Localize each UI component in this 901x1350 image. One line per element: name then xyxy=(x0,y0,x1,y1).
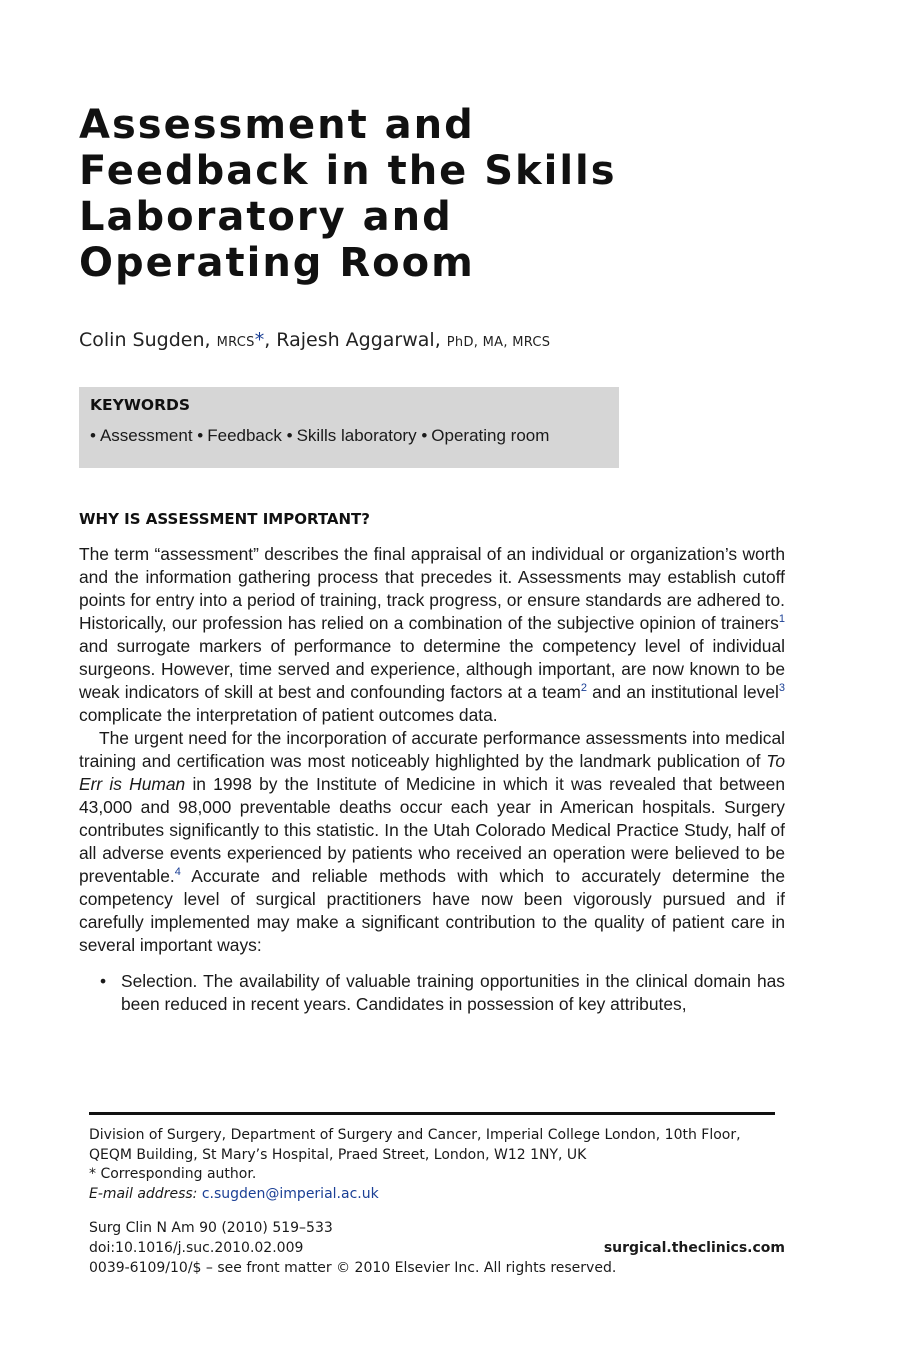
email-line xyxy=(89,1185,779,1205)
text-run: and an institutional level xyxy=(586,682,779,702)
bullet-icon: • xyxy=(286,426,293,445)
title-line: Feedback in the Skills xyxy=(79,148,617,194)
reference-link[interactable]: 2 xyxy=(580,682,587,694)
journal-citation: Surg Clin N Am 90 (2010) 519–533 xyxy=(89,1220,333,1236)
keyword: Feedback xyxy=(207,426,282,445)
corresponding-author-mark[interactable]: * xyxy=(254,329,265,351)
title-line: Operating Room xyxy=(79,240,475,286)
keyword: Skills laboratory xyxy=(296,426,417,445)
title-line: Assessment and xyxy=(79,102,475,148)
author-list xyxy=(79,329,550,351)
reference-link[interactable]: 1 xyxy=(778,613,785,625)
affiliation: Division of Surgery, Department of Surgery and Cancer, Imperial College London, 10th Floor, QEQM Building, St Mary’s Hospital, Praed Street, London, W12 1NY, UK xyxy=(89,1127,741,1163)
email-link[interactable]: c.sugden@imperial.ac.uk xyxy=(201,1185,379,1202)
text-run: Accurate and reliable methods with which to accurately determine the competency level of surgical practitioners have now been vigorously pursued and if carefully implemented may make a significant contribution to the quality of patient care in several important ways: xyxy=(79,866,785,955)
title-line: Laboratory and xyxy=(79,194,453,240)
text-run: and surrogate markers of performance to determine the competency level of individual surgeons. However, time served and experience, although important, are now known to be weak indicators of skill at best and confounding factors at a team xyxy=(79,636,785,702)
footnote-divider xyxy=(89,1112,775,1115)
list-item xyxy=(100,970,785,1016)
section-heading: WHY IS ASSESSMENT IMPORTANT? xyxy=(79,510,370,528)
author-name: , Rajesh Aggarwal, xyxy=(264,329,441,351)
keyword-list xyxy=(90,426,608,446)
keywords-heading: KEYWORDS xyxy=(90,396,191,414)
body-text xyxy=(79,543,785,1016)
doi-row xyxy=(89,1238,785,1258)
keyword: Operating room xyxy=(431,426,550,445)
email-label: E-mail address: xyxy=(89,1185,198,1202)
keywords-box xyxy=(79,387,619,468)
keyword: Assessment xyxy=(99,426,193,445)
bullet-icon: • xyxy=(421,426,428,445)
reference-link[interactable]: 3 xyxy=(778,682,786,694)
author-degrees: PhD, MA, MRCS xyxy=(446,335,551,350)
author-degrees: MRCS xyxy=(216,335,255,350)
article-title xyxy=(79,102,699,286)
bullet-list xyxy=(79,970,785,1016)
text-run: in 1998 by the Institute of Medicine in which it was revealed that between 43,000 and 98,000 preventable deaths occur each year in American hospitals. Surgery contributes significantly to this statistic. In the Utah Colorado Medical Practice Study, half of all adverse events experienced by patients who received an operation were believed to be preventable. xyxy=(79,774,786,886)
doi[interactable]: doi:10.1016/j.suc.2010.02.009 xyxy=(89,1240,304,1256)
paragraph xyxy=(79,727,785,957)
bullet-icon: • xyxy=(197,426,204,445)
text-run: complicate the interpretation of patient outcomes data. xyxy=(79,705,498,725)
bullet-icon: • xyxy=(100,971,107,991)
citation-block xyxy=(89,1218,785,1278)
bullet-icon: • xyxy=(90,426,96,445)
paragraph xyxy=(79,543,785,727)
corresponding-note: * Corresponding author. xyxy=(89,1166,257,1182)
text-run: The term “assessment” describes the final appraisal of an individual or organization’s worth and the information gathering process that precedes it. Assessments may establish cutoff points for entry into a period of training, track progress, or ensure standards are adhered to. Historically, our profession has relied on a combination of the subjective opinion of trainers xyxy=(79,544,785,633)
copyright: 0039-6109/10/$ – see front matter © 2010 Elsevier Inc. All rights reserved. xyxy=(89,1260,617,1276)
reference-link[interactable]: 4 xyxy=(174,866,181,878)
footnotes xyxy=(89,1126,779,1204)
list-item-text: Selection. The availability of valuable training opportunities in the clinical domain has been reduced in recent years. Candidates in possession of key attributes, xyxy=(121,971,785,1014)
author-name: Colin Sugden, xyxy=(79,329,211,351)
text-run: The urgent need for the incorporation of accurate performance assessments into medical training and certification was most noticeably highlighted by the landmark publication of xyxy=(79,728,785,771)
journal-url[interactable]: surgical.theclinics.com xyxy=(603,1240,785,1256)
book-title: To Err is Human xyxy=(79,751,785,794)
